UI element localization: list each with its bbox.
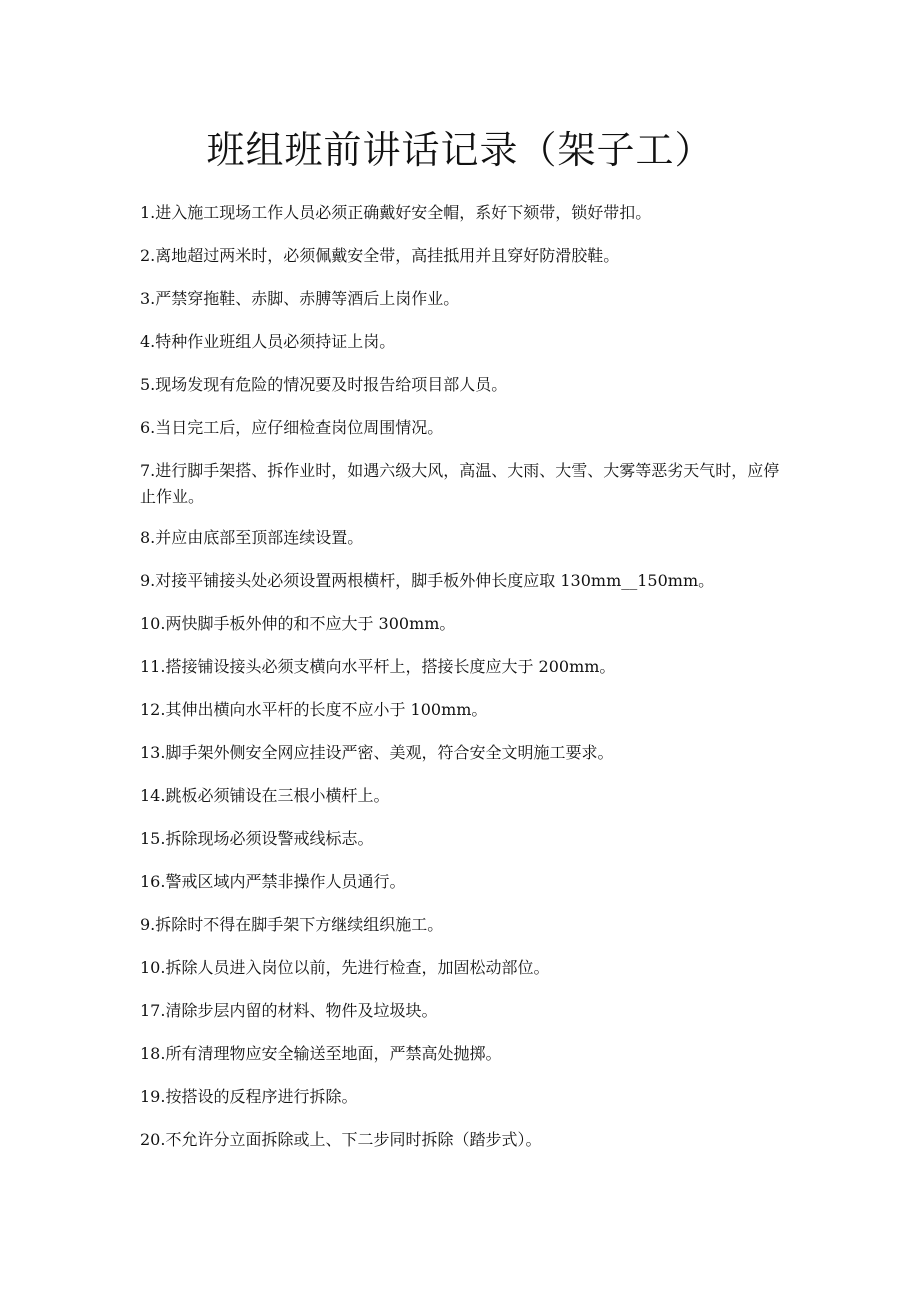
rule-item-14: 14.跳板必须铺设在三根小横杆上。 bbox=[140, 786, 390, 805]
rule-item-10: 10.两快脚手板外伸的和不应大于 300mm。 bbox=[140, 614, 456, 633]
rule-item-5: 5.现场发现有危险的情况要及时报告给项目部人员。 bbox=[140, 375, 508, 394]
rule-item-3: 3.严禁穿拖鞋、赤脚、赤膊等酒后上岗作业。 bbox=[140, 289, 460, 308]
rule-item-1: 1.进入施工现场工作人员必须正确戴好安全帽，系好下颏带，锁好带扣。 bbox=[140, 203, 652, 222]
rule-item-4: 4.特种作业班组人员必须持证上岗。 bbox=[140, 332, 396, 351]
rule-item-15: 15.拆除现场必须设警戒线标志。 bbox=[140, 829, 374, 848]
rule-item-16: 16.警戒区域内严禁非操作人员通行。 bbox=[140, 872, 406, 891]
rule-item-2: 2.离地超过两米时，必须佩戴安全带，高挂抵用并且穿好防滑胶鞋。 bbox=[140, 246, 620, 265]
rule-item-20: 18.所有清理物应安全输送至地面，严禁高处抛掷。 bbox=[140, 1044, 502, 1063]
rule-item-8: 8.并应由底部至顶部连续设置。 bbox=[140, 528, 364, 547]
rule-item-13: 13.脚手架外侧安全网应挂设严密、美观，符合安全文明施工要求。 bbox=[140, 743, 614, 762]
document-title: 班组班前讲话记录（架子工） bbox=[206, 128, 714, 172]
rule-item-9: 9.对接平铺接头处必须设置两根横杆，脚手板外伸长度应取 130mm__150mm。 bbox=[140, 571, 715, 590]
rule-item-7: 7.进行脚手架搭、拆作业时，如遇六级大风，高温、大雨、大雪、大雾等恶劣天气时，应停止作业。 bbox=[140, 461, 780, 506]
rule-item-17: 9.拆除时不得在脚手架下方继续组织施工。 bbox=[140, 915, 444, 934]
rule-item-21: 19.按搭设的反程序进行拆除。 bbox=[140, 1087, 358, 1106]
rules-list bbox=[140, 200, 780, 1170]
rule-item-12: 12.其伸出横向水平杆的长度不应小于 100mm。 bbox=[140, 700, 488, 719]
rule-item-19: 17.清除步层内留的材料、物件及垃圾块。 bbox=[140, 1001, 438, 1020]
rule-item-11: 11.搭接铺设接头必须支横向水平杆上，搭接长度应大于 200mm。 bbox=[140, 657, 616, 676]
rule-item-6: 6.当日完工后，应仔细检查岗位周围情况。 bbox=[140, 418, 444, 437]
rule-item-22: 20.不允许分立面拆除或上、下二步同时拆除（踏步式）。 bbox=[140, 1130, 542, 1149]
rule-item-18: 10.拆除人员进入岗位以前，先进行检查，加固松动部位。 bbox=[140, 958, 550, 977]
